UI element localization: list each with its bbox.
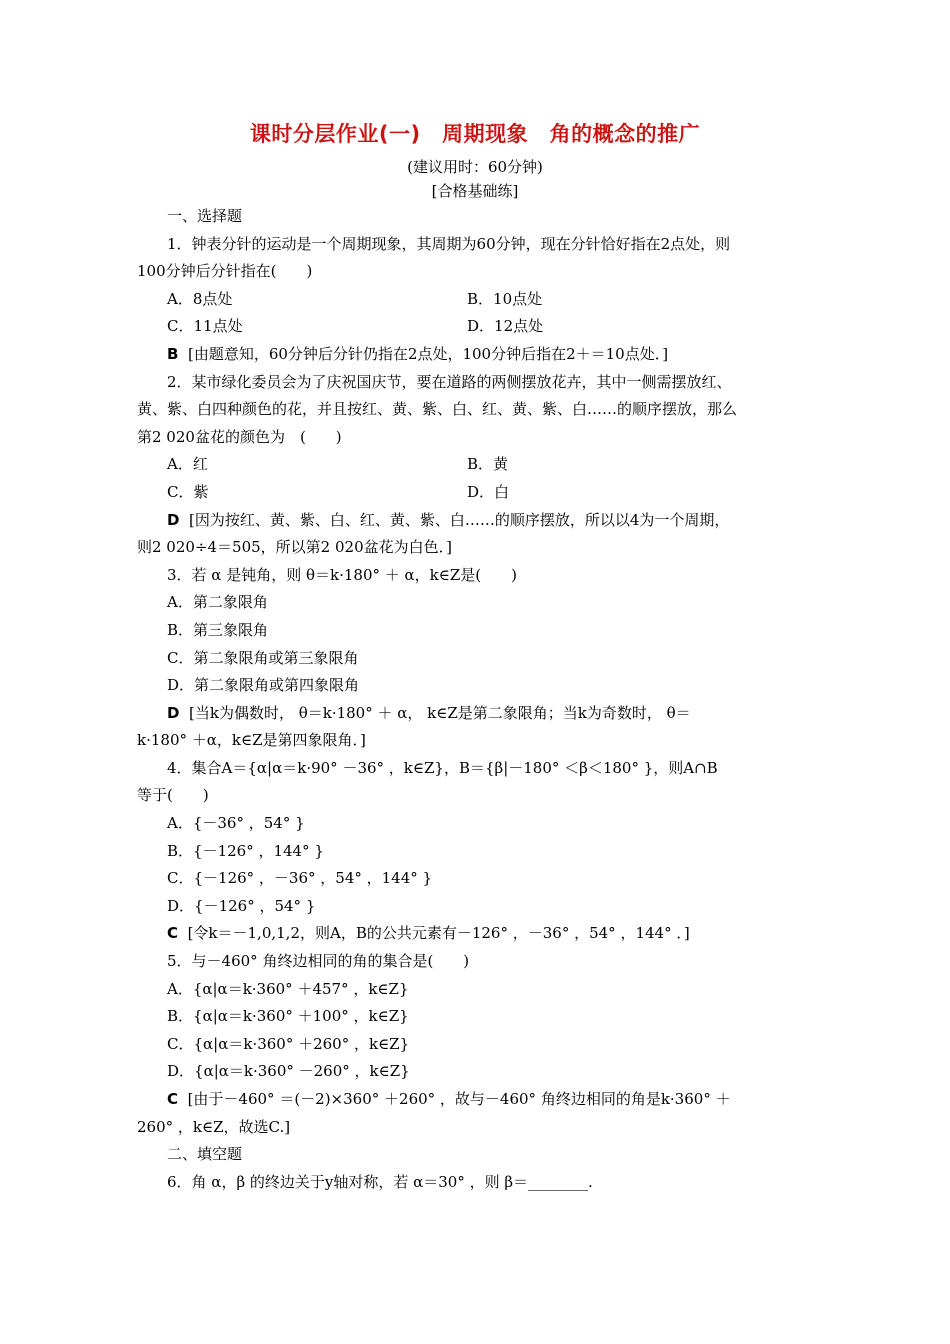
q2-stem-line-3: 第2 020盆花的颜色为 ( ) <box>137 427 342 446</box>
q3-option-b: B．第三象限角 <box>167 620 269 639</box>
section-heading-fill: 二、填空题 <box>167 1145 243 1164</box>
q1-answer <box>137 341 817 369</box>
q1-options-row-1 <box>137 286 817 314</box>
q1-option-a: A．8点处 <box>167 289 233 308</box>
q4-option-a: A．{－36° ，54° } <box>167 814 305 833</box>
q5-option-b: B．{α|α＝k·360° ＋100° ，k∈Z} <box>167 1007 409 1026</box>
suggested-time: (建议用时：60分钟) <box>407 158 543 176</box>
q1-answer-letter: B <box>167 344 179 363</box>
q5-option-a: A．{α|α＝k·360° ＋457° ，k∈Z} <box>167 979 409 998</box>
q2-answer-line-1 <box>137 507 817 535</box>
q2-answer-letter: D <box>167 510 180 529</box>
q3-stem: 3．若 α 是钝角，则 θ＝k·180° ＋ α，k∈Z是( ) <box>167 565 517 584</box>
q4-answer-text: [令k＝－1,0,1,2，则A，B的公共元素有－126° ，－36° ，54° ，144° ．] <box>187 924 690 943</box>
q5-answer-line-2: 260° ，k∈Z，故选C.] <box>137 1117 291 1136</box>
q1-answer-text: [由题意知，60分钟后分针仍指在2点处，100分钟后指在2＋＝10点处．] <box>187 344 669 363</box>
q3-answer-letter: D <box>167 703 180 722</box>
q5-option-d: D．{α|α＝k·360° －260° ，k∈Z} <box>167 1062 410 1081</box>
q3-answer-line-2: k·180° ＋α，k∈Z是第四象限角．] <box>137 731 366 750</box>
q4-answer <box>137 920 817 948</box>
q4-option-c: C．{－126° ，－36° ，54° ，144° } <box>167 869 433 888</box>
q2-options-row-1 <box>137 451 817 479</box>
q2-option-d: D．白 <box>467 482 510 501</box>
q2-answer-line-2: 则2 020÷4＝505，所以第2 020盆花为白色．] <box>137 538 452 557</box>
q1-option-d: D．12点处 <box>467 317 544 336</box>
question-content <box>137 203 817 1196</box>
level-label: [合格基础练] <box>431 182 519 200</box>
q6-stem: 6．角 α，β 的终边关于y轴对称，若 α＝30° ，则 β＝________. <box>167 1172 593 1191</box>
q5-answer-line-1 <box>137 1086 817 1114</box>
q3-answer-line-1 <box>137 700 817 728</box>
page-title: 课时分层作业(一) 周期现象 角的概念的推广 <box>249 122 701 146</box>
q2-answer-text-1: [因为按红、黄、紫、白、红、黄、紫、白……的顺序摆放，所以以4为一个周期， <box>189 510 730 529</box>
q3-option-a: A．第二象限角 <box>167 593 268 612</box>
q1-stem-line-1: 1．钟表分针的运动是一个周期现象，其周期为60分钟，现在分针恰好指在2点处，则 <box>167 234 731 253</box>
q4-answer-letter: C <box>167 924 179 943</box>
q2-options-row-2 <box>137 479 817 507</box>
q4-option-d: D．{－126° ，54° } <box>167 896 316 915</box>
q5-stem: 5．与－460° 角终边相同的角的集合是( ) <box>167 952 470 971</box>
q2-option-a: A．红 <box>167 455 208 474</box>
q5-answer-letter: C <box>167 1090 179 1108</box>
q3-option-c: C．第二象限角或第三象限角 <box>167 648 359 667</box>
q1-stem-line-2: 100分钟后分针指在( ) <box>137 262 313 281</box>
q2-stem-line-1: 2．某市绿化委员会为了庆祝国庆节，要在道路的两侧摆放花卉，其中一侧需摆放红、 <box>167 372 732 391</box>
q2-option-b: B．黄 <box>467 455 509 474</box>
section-heading-choice: 一、选择题 <box>167 207 243 225</box>
q3-option-d: D．第二象限角或第四象限角 <box>167 676 360 695</box>
q2-stem-line-2: 黄、紫、白四种颜色的花，并且按红、黄、紫、白、红、黄、紫、白……的顺序摆放，那么 <box>137 400 738 419</box>
q3-answer-text-1: [当k为偶数时， θ＝k·180° ＋ α， k∈Z是第二象限角；当k为奇数时， θ＝ <box>189 703 691 722</box>
q5-option-c: C．{α|α＝k·360° ＋260° ，k∈Z} <box>167 1034 410 1053</box>
q5-answer-text-1: [由于－460° ＝(－2)×360° ＋260° ，故与－460° 角终边相同的角是k·360° ＋ <box>187 1090 731 1108</box>
q4-option-b: B．{－126° ，144° } <box>167 841 324 860</box>
q4-stem-line-1: 4．集合A＝{α|α＝k·90° －36° ，k∈Z}，B＝{β|－180° ＜β＜180° }，则A∩B <box>167 758 718 777</box>
q1-options-row-2 <box>137 313 817 341</box>
q1-option-c: C．11点处 <box>167 317 243 336</box>
q4-stem-line-2: 等于( ) <box>137 786 209 805</box>
q1-option-b: B．10点处 <box>467 289 543 308</box>
q2-option-c: C．紫 <box>167 482 209 501</box>
